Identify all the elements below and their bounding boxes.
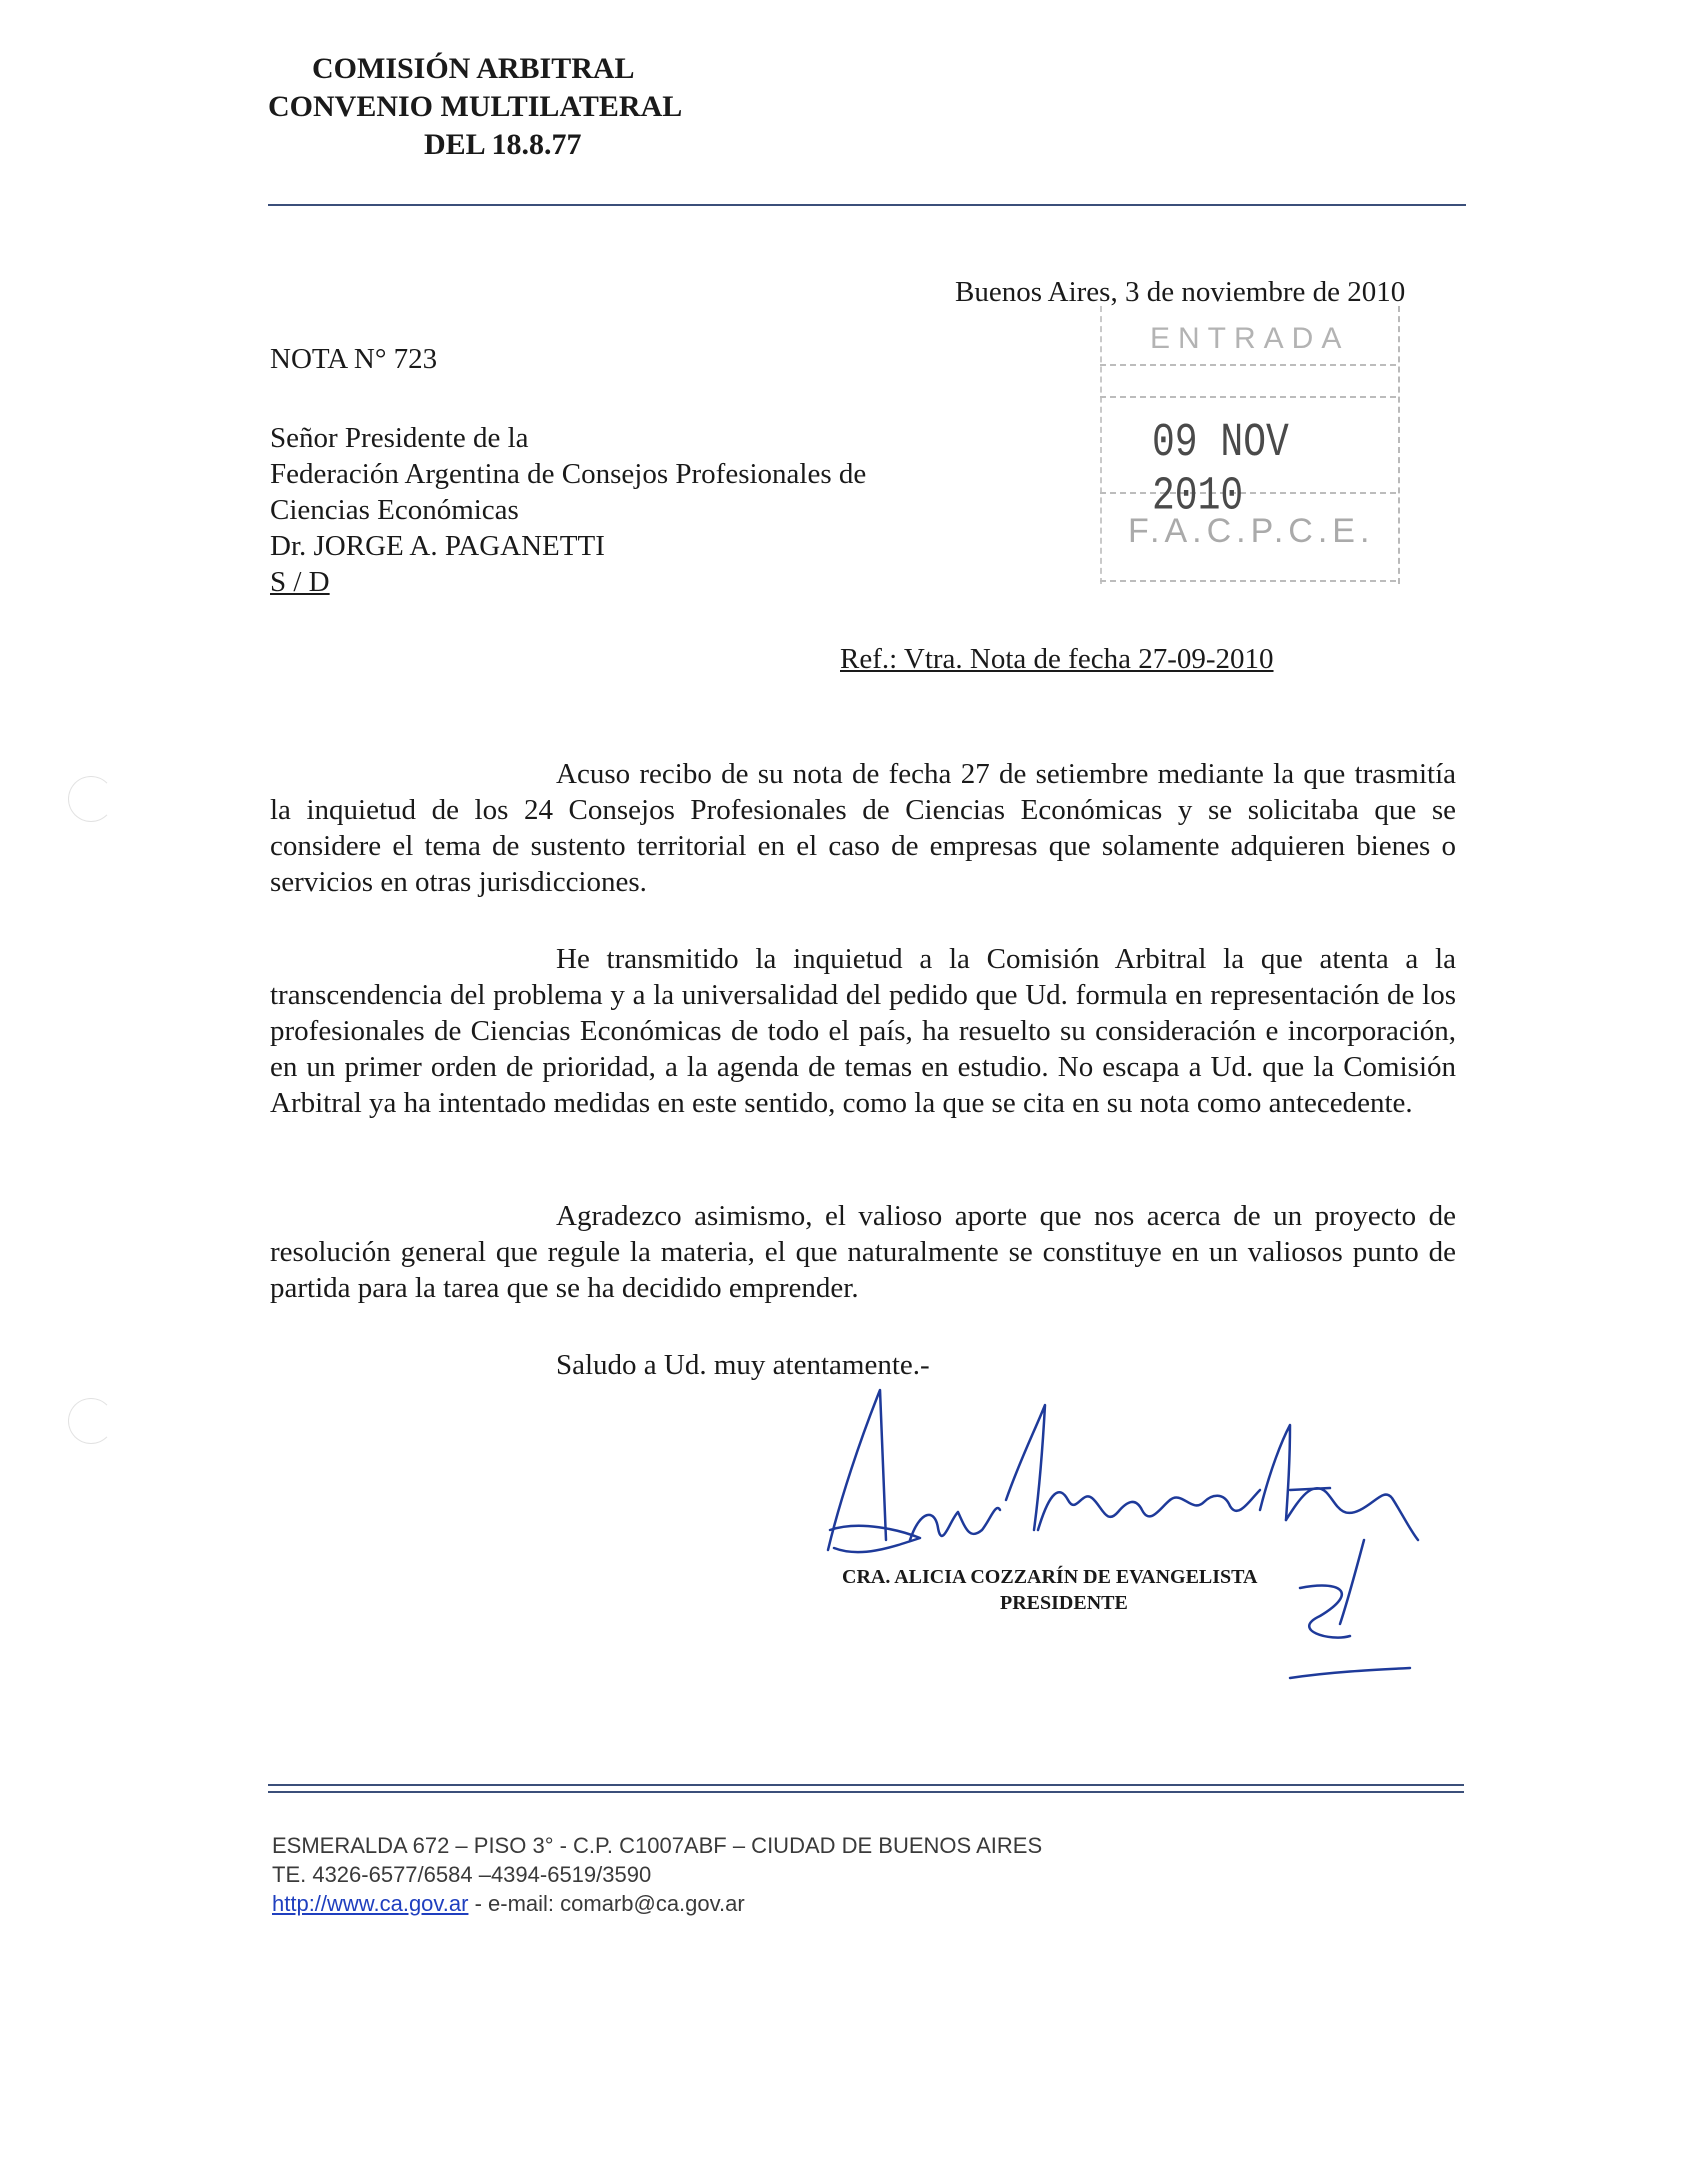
footer-contact	[272, 1831, 1042, 1918]
header-divider	[268, 204, 1466, 206]
paragraph-text: Acuso recibo de su nota de fecha 27 de setiembre mediante la que trasmitía la inquietud de los 24 Consejos Profesionales de Ciencias Económicas y se solicitaba que se considere el tema de sustento territorial en el caso de empresas que solamente adquieren bienes o servicios en otras jurisdicciones.	[270, 758, 1456, 898]
stamp-date: 09 NOV 2010	[1152, 416, 1289, 524]
footer-phones: TE. 4326-6577/6584 –4394-6519/3590	[272, 1862, 652, 1887]
letter-date: Buenos Aires, 3 de noviembre de 2010	[955, 276, 1406, 308]
stamp-divider	[1100, 364, 1396, 366]
addressee-line-3: Ciencias Económicas	[270, 494, 519, 526]
stamp-divider	[1100, 396, 1396, 398]
footer-web-email	[272, 1889, 1042, 1918]
body-paragraph-3	[270, 1198, 1456, 1306]
addressee-line-2: Federación Argentina de Consejos Profesionales de	[270, 458, 867, 490]
handwritten-signature	[820, 1380, 1420, 1690]
footer-address: ESMERALDA 672 – PISO 3° - C.P. C1007ABF – CIUDAD DE BUENOS AIRES	[272, 1833, 1043, 1858]
letterhead-line-1: COMISIÓN ARBITRAL	[312, 52, 635, 85]
letterhead-line-2: CONVENIO MULTILATERAL	[268, 90, 683, 123]
signatory-title: PRESIDENTE	[1000, 1592, 1128, 1614]
addressee-block	[270, 420, 866, 600]
addressee-line-1: Señor Presidente de la	[270, 422, 529, 454]
footer-email: - e-mail: comarb@ca.gov.ar	[468, 1891, 745, 1916]
received-stamp	[1100, 306, 1400, 588]
reference-line: Ref.: Vtra. Nota de fecha 27-09-2010	[840, 643, 1274, 675]
paragraph-text: He transmitido la inquietud a la Comisión Arbitral la que atenta a la transcendencia del problema y a la universalidad del pedido que Ud. formula en representación de los profesionales de Ciencias Económicas de todo el país, ha resuelto su consideración e incorporación, en un primer orden de prioridad, a la agenda de temas en estudio. No escapa a Ud. que la Comisión Arbitral ya ha intentado medidas en este sentido, como la que se cita en su nota como antecedente.	[270, 943, 1456, 1119]
paragraph-text: Agradezco asimismo, el valioso aporte que nos acerca de un proyecto de resolución general que regule la materia, el que naturalmente se constituye en un valiosos punto de partida para la tarea que se ha decidido emprender.	[270, 1200, 1456, 1304]
letterhead	[268, 50, 738, 164]
addressee-sd: S / D	[270, 566, 330, 598]
addressee-line-4: Dr. JORGE A. PAGANETTI	[270, 530, 605, 562]
note-number: NOTA N° 723	[270, 343, 438, 375]
punch-hole-mark	[68, 1398, 114, 1444]
signatory-name: CRA. ALICIA COZZARÍN DE EVANGELISTA	[842, 1566, 1258, 1588]
letterhead-line-3: DEL 18.8.77	[424, 128, 582, 161]
body-paragraph-2	[270, 941, 1456, 1121]
stamp-divider	[1100, 580, 1396, 582]
website-link[interactable]: http://www.ca.gov.ar	[272, 1891, 469, 1916]
footer-divider	[268, 1784, 1464, 1793]
stamp-header: ENTRADA	[1150, 322, 1350, 355]
closing-salutation: Saludo a Ud. muy atentamente.-	[556, 1349, 930, 1381]
stamp-organization: F.A.C.P.C.E.	[1128, 512, 1375, 550]
punch-hole-mark	[68, 776, 114, 822]
body-paragraph-1	[270, 756, 1456, 900]
